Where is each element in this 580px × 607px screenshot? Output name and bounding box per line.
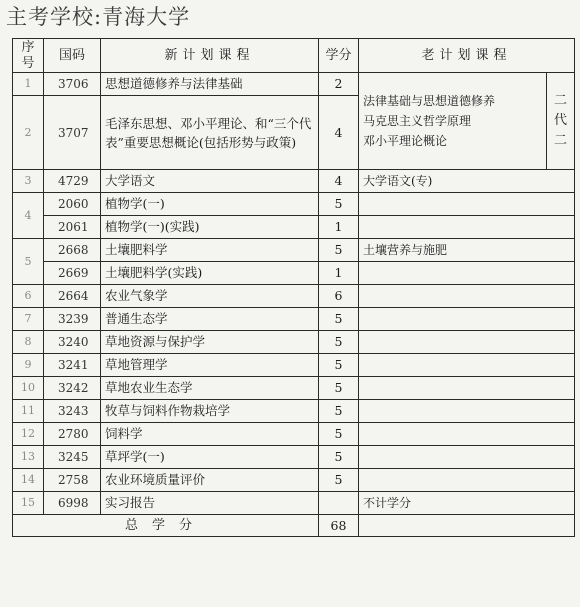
row-seq: 15 (13, 492, 44, 515)
row-code: 4729 (44, 170, 101, 193)
table-row (13, 239, 575, 262)
old-course: 马克思主义哲学原理 (363, 114, 472, 128)
row-course: 思想道德修养与法律基础 (101, 73, 319, 96)
row-course: 土壤肥料学 (101, 239, 319, 262)
row-credit: 5 (319, 446, 359, 469)
row-course: 农业环境质量评价 (101, 469, 319, 492)
row-credit: 5 (319, 400, 359, 423)
row-credit: 5 (319, 193, 359, 216)
row-seq: 7 (13, 308, 44, 331)
row-course: 草地资源与保护学 (101, 331, 319, 354)
old-course-group (359, 73, 547, 170)
row-course: 毛泽东思想、邓小平理论、和“三个代表”重要思想概论(包括形势与政策) (101, 96, 319, 170)
header-code: 国码 (44, 39, 101, 73)
table-row (13, 354, 575, 377)
table-row (13, 492, 575, 515)
row-code: 2780 (44, 423, 101, 446)
old-course-empty (359, 400, 575, 423)
row-course: 草地农业生态学 (101, 377, 319, 400)
row-credit: 5 (319, 308, 359, 331)
row-course: 大学语文 (101, 170, 319, 193)
old-course-empty (359, 285, 575, 308)
total-credit: 68 (319, 515, 359, 537)
row-seq: 8 (13, 331, 44, 354)
total-row (13, 515, 575, 537)
old-course-empty (359, 446, 575, 469)
row-course: 饲料学 (101, 423, 319, 446)
row-seq: 9 (13, 354, 44, 377)
row-seq: 6 (13, 285, 44, 308)
old-course: 大学语文(专) (359, 170, 575, 193)
row-course: 草坪学(一) (101, 446, 319, 469)
page-title: 主考学校:青海大学 (6, 5, 191, 29)
row-credit: 5 (319, 354, 359, 377)
row-credit: 5 (319, 469, 359, 492)
row-code: 3245 (44, 446, 101, 469)
old-course: 土壤营养与施肥 (359, 239, 575, 262)
row-credit: 1 (319, 216, 359, 239)
table-row (13, 262, 575, 285)
row-course: 牧草与饲料作物栽培学 (101, 400, 319, 423)
row-code: 2758 (44, 469, 101, 492)
table-row (13, 331, 575, 354)
row-code: 3240 (44, 331, 101, 354)
table-row (13, 469, 575, 492)
old-course: 法律基础与思想道德修养 (363, 94, 496, 108)
old-course-empty (359, 216, 575, 239)
old-course-empty (359, 469, 575, 492)
row-credit (319, 492, 359, 515)
header-seq: 序号 (13, 39, 44, 73)
row-credit: 5 (319, 239, 359, 262)
table-row (13, 285, 575, 308)
row-credit: 5 (319, 377, 359, 400)
table-row (13, 170, 575, 193)
header-old-course: 老计划课程 (359, 39, 575, 73)
row-credit: 5 (319, 423, 359, 446)
header-row (13, 39, 575, 73)
row-code: 3706 (44, 73, 101, 96)
row-seq: 2 (13, 96, 44, 170)
row-credit: 4 (319, 96, 359, 170)
row-code: 3239 (44, 308, 101, 331)
total-label: 总学分 (13, 515, 319, 537)
row-code: 3707 (44, 96, 101, 170)
row-course: 植物学(一)(实践) (101, 216, 319, 239)
row-seq: 12 (13, 423, 44, 446)
table-row (13, 193, 575, 216)
old-course: 不计学分 (359, 492, 575, 515)
row-credit: 6 (319, 285, 359, 308)
row-code: 2668 (44, 239, 101, 262)
row-course: 实习报告 (101, 492, 319, 515)
row-credit: 5 (319, 331, 359, 354)
old-course-side-note: 二 代 二 (547, 73, 575, 170)
table-row (13, 377, 575, 400)
row-code: 2061 (44, 216, 101, 239)
old-course-empty (359, 354, 575, 377)
row-code: 3242 (44, 377, 101, 400)
row-seq: 3 (13, 170, 44, 193)
row-seq: 14 (13, 469, 44, 492)
row-code: 2060 (44, 193, 101, 216)
old-course-empty (359, 331, 575, 354)
old-course-empty (359, 193, 575, 216)
table-row (13, 400, 575, 423)
curriculum-table (12, 38, 575, 537)
header-credit: 学分 (319, 39, 359, 73)
table-row (13, 308, 575, 331)
total-old-empty (359, 515, 575, 537)
row-credit: 4 (319, 170, 359, 193)
old-course-empty (359, 308, 575, 331)
row-course: 植物学(一) (101, 193, 319, 216)
table-row (13, 446, 575, 469)
row-course: 普通生态学 (101, 308, 319, 331)
table-row (13, 73, 575, 96)
old-course-empty (359, 377, 575, 400)
row-seq: 11 (13, 400, 44, 423)
old-course-empty (359, 423, 575, 446)
row-code: 2664 (44, 285, 101, 308)
row-code: 2669 (44, 262, 101, 285)
row-seq: 4 (13, 193, 44, 239)
old-course-empty (359, 262, 575, 285)
row-course: 草地管理学 (101, 354, 319, 377)
row-credit: 1 (319, 262, 359, 285)
row-seq: 13 (13, 446, 44, 469)
row-seq: 1 (13, 73, 44, 96)
table-row (13, 423, 575, 446)
row-code: 3243 (44, 400, 101, 423)
row-seq: 10 (13, 377, 44, 400)
row-code: 3241 (44, 354, 101, 377)
row-course: 土壤肥料学(实践) (101, 262, 319, 285)
row-course: 农业气象学 (101, 285, 319, 308)
row-credit: 2 (319, 73, 359, 96)
row-seq: 5 (13, 239, 44, 285)
old-course: 邓小平理论概论 (363, 134, 448, 148)
table-row (13, 216, 575, 239)
header-new-course: 新计划课程 (101, 39, 319, 73)
row-code: 6998 (44, 492, 101, 515)
